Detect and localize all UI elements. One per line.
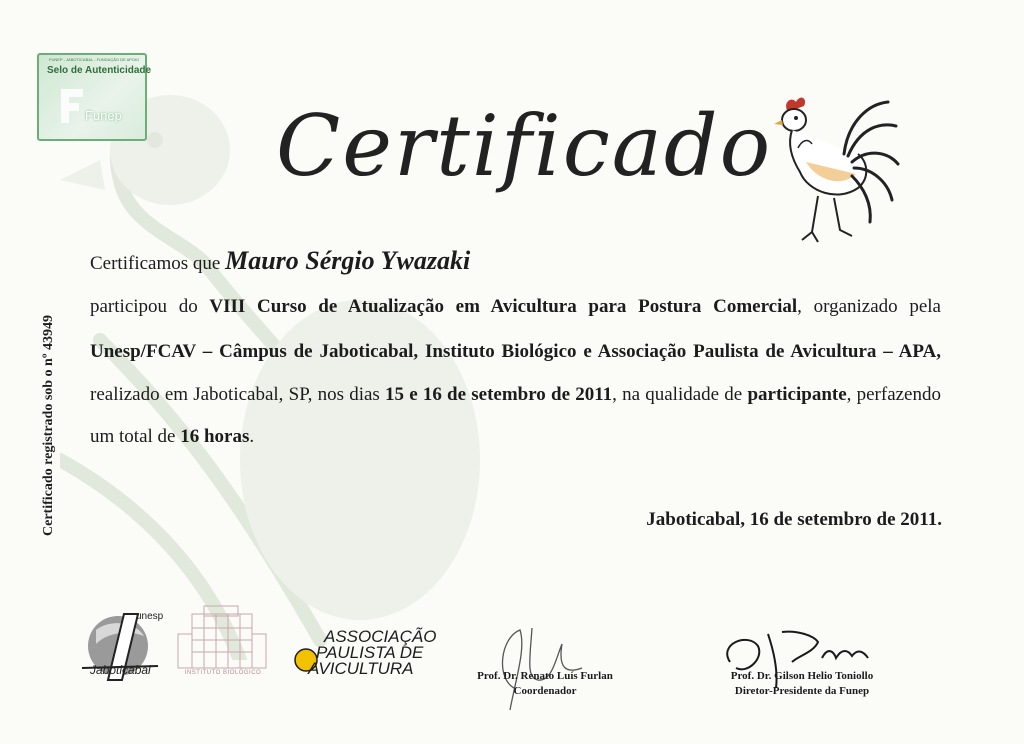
hours-suffix: .	[249, 426, 255, 447]
intro-line	[90, 246, 470, 276]
participation-role: participante	[747, 384, 847, 405]
details-mid: , na qualidade de	[612, 384, 748, 405]
instituto-biologico-label: INSTITUTO BIOLÓGICO	[184, 670, 262, 676]
seal-title: Selo de Autenticidade	[47, 65, 152, 76]
rooster-illustration	[748, 92, 900, 252]
unesp-label: unesp	[136, 611, 164, 622]
intro-text: Certificamos que	[90, 253, 221, 274]
seal-top-text: FUNEP - JABOTICABAL - FUNDAÇÃO DE APOIO	[49, 57, 140, 62]
course-line	[90, 296, 941, 318]
details-line	[90, 384, 941, 406]
details-suffix: , perfazendo	[846, 384, 941, 405]
apa-line-3: AVICULTURA	[308, 659, 414, 678]
seal-brand: Funep	[85, 108, 122, 123]
apa-line-1: ASSOCIAÇÃO	[324, 627, 437, 646]
organizers-line: Unesp/FCAV – Câmpus de Jaboticabal, Instituto Biológico e Associação Paulista de Avicultura – APA,	[90, 341, 941, 362]
place-date: Jaboticabal, 16 de setembro de 2011.	[646, 509, 942, 530]
funep-logo-icon	[57, 85, 87, 125]
details-prefix: realizado em Jaboticabal, SP, nos dias	[90, 384, 386, 405]
registration-note: Certificado registrado sob o nº 43949	[41, 315, 56, 536]
unesp-campus-label: Jaboticabal	[90, 663, 151, 677]
signer-1-role: Coordenador	[513, 685, 577, 697]
course-suffix: , organizado pela	[797, 296, 941, 317]
authenticity-seal	[37, 53, 152, 141]
instituto-biologico-logo-icon	[174, 604, 272, 678]
certificate-title: Certificado	[276, 97, 773, 195]
event-dates: 15 e 16 de setembro de 2011	[385, 384, 613, 405]
signer-2-role: Diretor-Presidente da Funep	[734, 685, 870, 697]
signature-furlan	[486, 618, 586, 718]
hours-line	[90, 426, 254, 448]
signer-1-name: Prof. Dr. Renato Luís Furlan	[477, 670, 613, 682]
signer-2-name: Prof. Dr. Gilson Helio Toniollo	[730, 670, 874, 682]
recipient-name: Mauro Sérgio Ywazaki	[225, 246, 471, 275]
course-name: VIII Curso de Atualização em Avicultura para Postura Comercial	[209, 296, 798, 317]
course-prefix: participou do	[90, 296, 210, 317]
total-hours: 16 horas	[180, 426, 250, 447]
hours-prefix: um total de	[90, 426, 181, 447]
apa-logo	[294, 622, 437, 682]
apa-line-2: PAULISTA DE	[316, 643, 424, 662]
